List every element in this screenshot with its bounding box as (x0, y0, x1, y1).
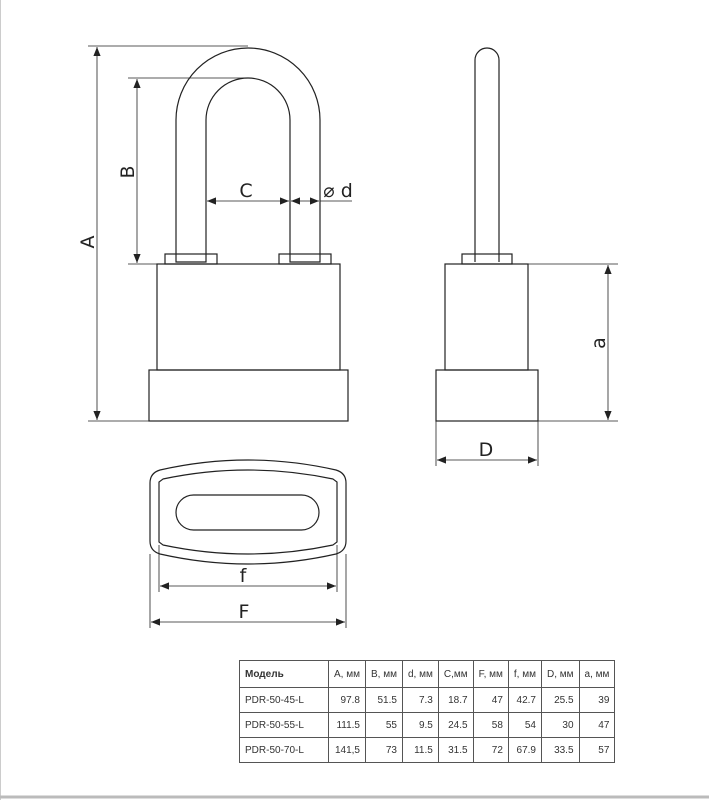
lock-bottom-inner (159, 470, 337, 554)
table-row (240, 688, 615, 713)
cell-F: 72 (473, 738, 508, 763)
cell-B: 51.5 (365, 688, 402, 713)
cell-C: 31.5 (438, 738, 473, 763)
cell-f: 42.7 (508, 688, 541, 713)
header-d: d, мм (402, 661, 438, 688)
header-model: Модель (240, 661, 329, 688)
label-d: ⌀ d (323, 180, 353, 202)
cell-F: 47 (473, 688, 508, 713)
table-row (240, 738, 615, 763)
cell-f: 54 (508, 713, 541, 738)
lock-body-side (445, 264, 528, 370)
cell-A: 97.8 (329, 688, 366, 713)
label-B: B (117, 165, 139, 179)
spec-table (239, 660, 615, 763)
shackle-side (475, 48, 499, 262)
header-f: f, мм (508, 661, 541, 688)
cell-D: 30 (542, 713, 580, 738)
shackle-collar-side (462, 254, 512, 264)
cell-d: 9.5 (402, 713, 438, 738)
cell-A: 111.5 (329, 713, 366, 738)
lock-base-front (149, 370, 348, 421)
cell-model: PDR-50-70-L (240, 738, 329, 763)
keyway-slot (176, 495, 319, 530)
cell-d: 11.5 (402, 738, 438, 763)
spec-table-header-row (240, 661, 615, 688)
label-f: f (239, 565, 247, 587)
cell-B: 55 (365, 713, 402, 738)
cell-model: PDR-50-55-L (240, 713, 329, 738)
label-D: D (478, 439, 494, 461)
header-C: C,мм (438, 661, 473, 688)
cell-f: 67.9 (508, 738, 541, 763)
cell-B: 73 (365, 738, 402, 763)
cell-a: 47 (579, 713, 615, 738)
header-a: a, мм (579, 661, 615, 688)
header-A: A, мм (329, 661, 366, 688)
label-F: F (238, 601, 250, 623)
cell-A: 141,5 (329, 738, 366, 763)
label-a: a (588, 337, 610, 349)
header-B: B, мм (365, 661, 402, 688)
cell-D: 25.5 (542, 688, 580, 713)
table-row (240, 713, 615, 738)
lock-base-side (436, 370, 538, 421)
cell-C: 24.5 (438, 713, 473, 738)
label-C: C (239, 180, 253, 202)
header-D: D, мм (542, 661, 580, 688)
cell-d: 7.3 (402, 688, 438, 713)
label-A: A (77, 235, 99, 249)
cell-C: 18.7 (438, 688, 473, 713)
cell-F: 58 (473, 713, 508, 738)
cell-model: PDR-50-45-L (240, 688, 329, 713)
shackle-front (176, 48, 320, 262)
cell-D: 33.5 (542, 738, 580, 763)
cell-a: 39 (579, 688, 615, 713)
cell-a: 57 (579, 738, 615, 763)
header-F: F, мм (473, 661, 508, 688)
lock-body-front (157, 264, 340, 370)
